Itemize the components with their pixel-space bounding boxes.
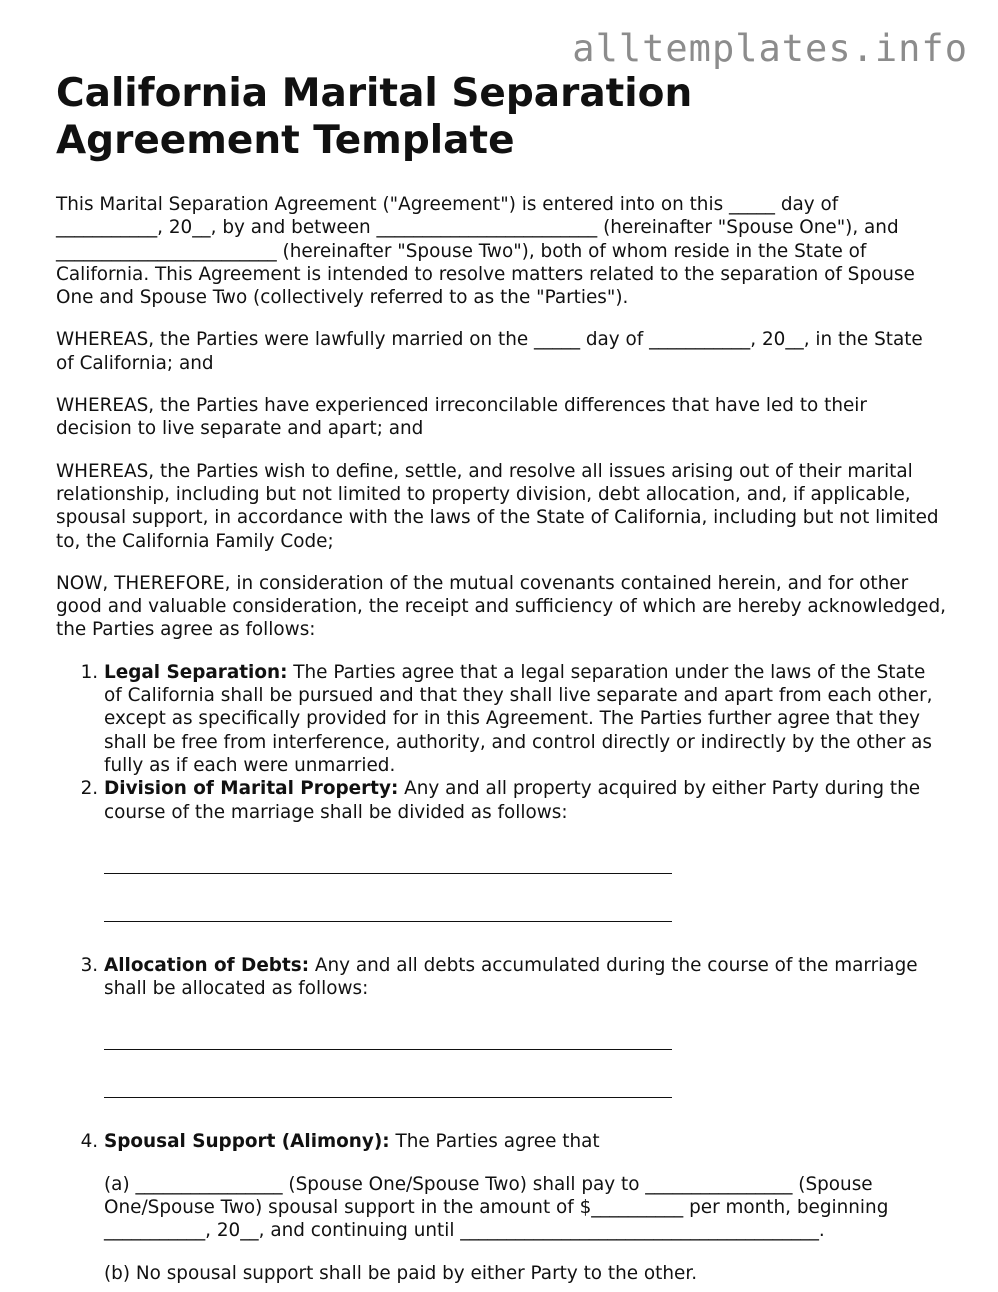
debts-blank-line-1[interactable] xyxy=(104,1049,672,1050)
spousal-support-option-b: (b) No spousal support shall be paid by either Party to the other. xyxy=(104,1262,698,1284)
term-spousal-support xyxy=(104,1130,946,1284)
term-title: Allocation of Debts: xyxy=(104,954,310,976)
term-text: The Parties agree that xyxy=(389,1131,600,1153)
debts-blank-line-2[interactable] xyxy=(104,1097,672,1098)
agreement-terms-list xyxy=(56,661,946,1285)
intro-paragraph: This Marital Separation Agreement ("Agreement") is entered into on this _____ day of ___________, 20__, by and between ________________________ (hereinafter "Spouse One"), and ________________________ (hereinafter "Spouse Two"), both of whom reside in the State of California. This Agreement is intended to resolve matters related to the separation of Spouse One and Spouse Two (collectively referred to as the "Parties"). xyxy=(56,194,915,309)
term-text: The Parties agree that a legal separation under the laws of the State of California shall be pursued and that they shall live separate and apart from each other, except as specifically provided for in this Agreement. The Parties further agree that they shall be free from interference, authority, and control directly or indirectly by the other as fully as if each were unmarried. xyxy=(104,661,933,776)
term-text: Any and all property acquired by either Party during the course of the marriage shall be divided as follows: xyxy=(104,778,921,823)
whereas-resolve-paragraph: WHEREAS, the Parties wish to define, settle, and resolve all issues arising out of their marital relationship, including but not limited to property division, debt allocation, and, if applicable, spousal support, in accordance with the laws of the State of California, including but not limited to, the California Family Code; xyxy=(56,460,939,552)
whereas-differences-paragraph: WHEREAS, the Parties have experienced irreconcilable differences that have led to their decision to live separate and apart; and xyxy=(56,395,867,440)
term-allocation-of-debts xyxy=(104,954,946,1099)
term-title: Legal Separation: xyxy=(104,661,288,683)
term-title: Spousal Support (Alimony): xyxy=(104,1131,390,1153)
term-title: Division of Marital Property: xyxy=(104,778,399,800)
document-page xyxy=(56,70,946,1285)
property-blank-line-2[interactable] xyxy=(104,921,672,922)
term-text: Any and all debts accumulated during the course of the marriage shall be allocated as follows: xyxy=(104,954,918,1000)
spousal-support-option-a: (a) ________________ (Spouse One/Spouse Two) shall pay to ________________ (Spouse One/Spouse Two) spousal support in the amount of $__________ per month, beginning ___________, 20__, and continuing until _______________________________________. xyxy=(104,1173,889,1242)
term-legal-separation xyxy=(104,661,946,777)
now-therefore-paragraph: NOW, THEREFORE, in consideration of the mutual covenants contained herein, and for other good and valuable consideration, the receipt and sufficiency of which are hereby acknowledged, the Parties agree as follows: xyxy=(56,572,946,641)
whereas-married-paragraph: WHEREAS, the Parties were lawfully married on the _____ day of ___________, 20__, in the State of California; and xyxy=(56,329,923,374)
term-division-of-property xyxy=(104,777,946,922)
document-title: California Marital Separation Agreement Template xyxy=(56,71,693,163)
property-blank-line-1[interactable] xyxy=(104,873,672,874)
watermark: alltemplates.info xyxy=(572,27,968,70)
